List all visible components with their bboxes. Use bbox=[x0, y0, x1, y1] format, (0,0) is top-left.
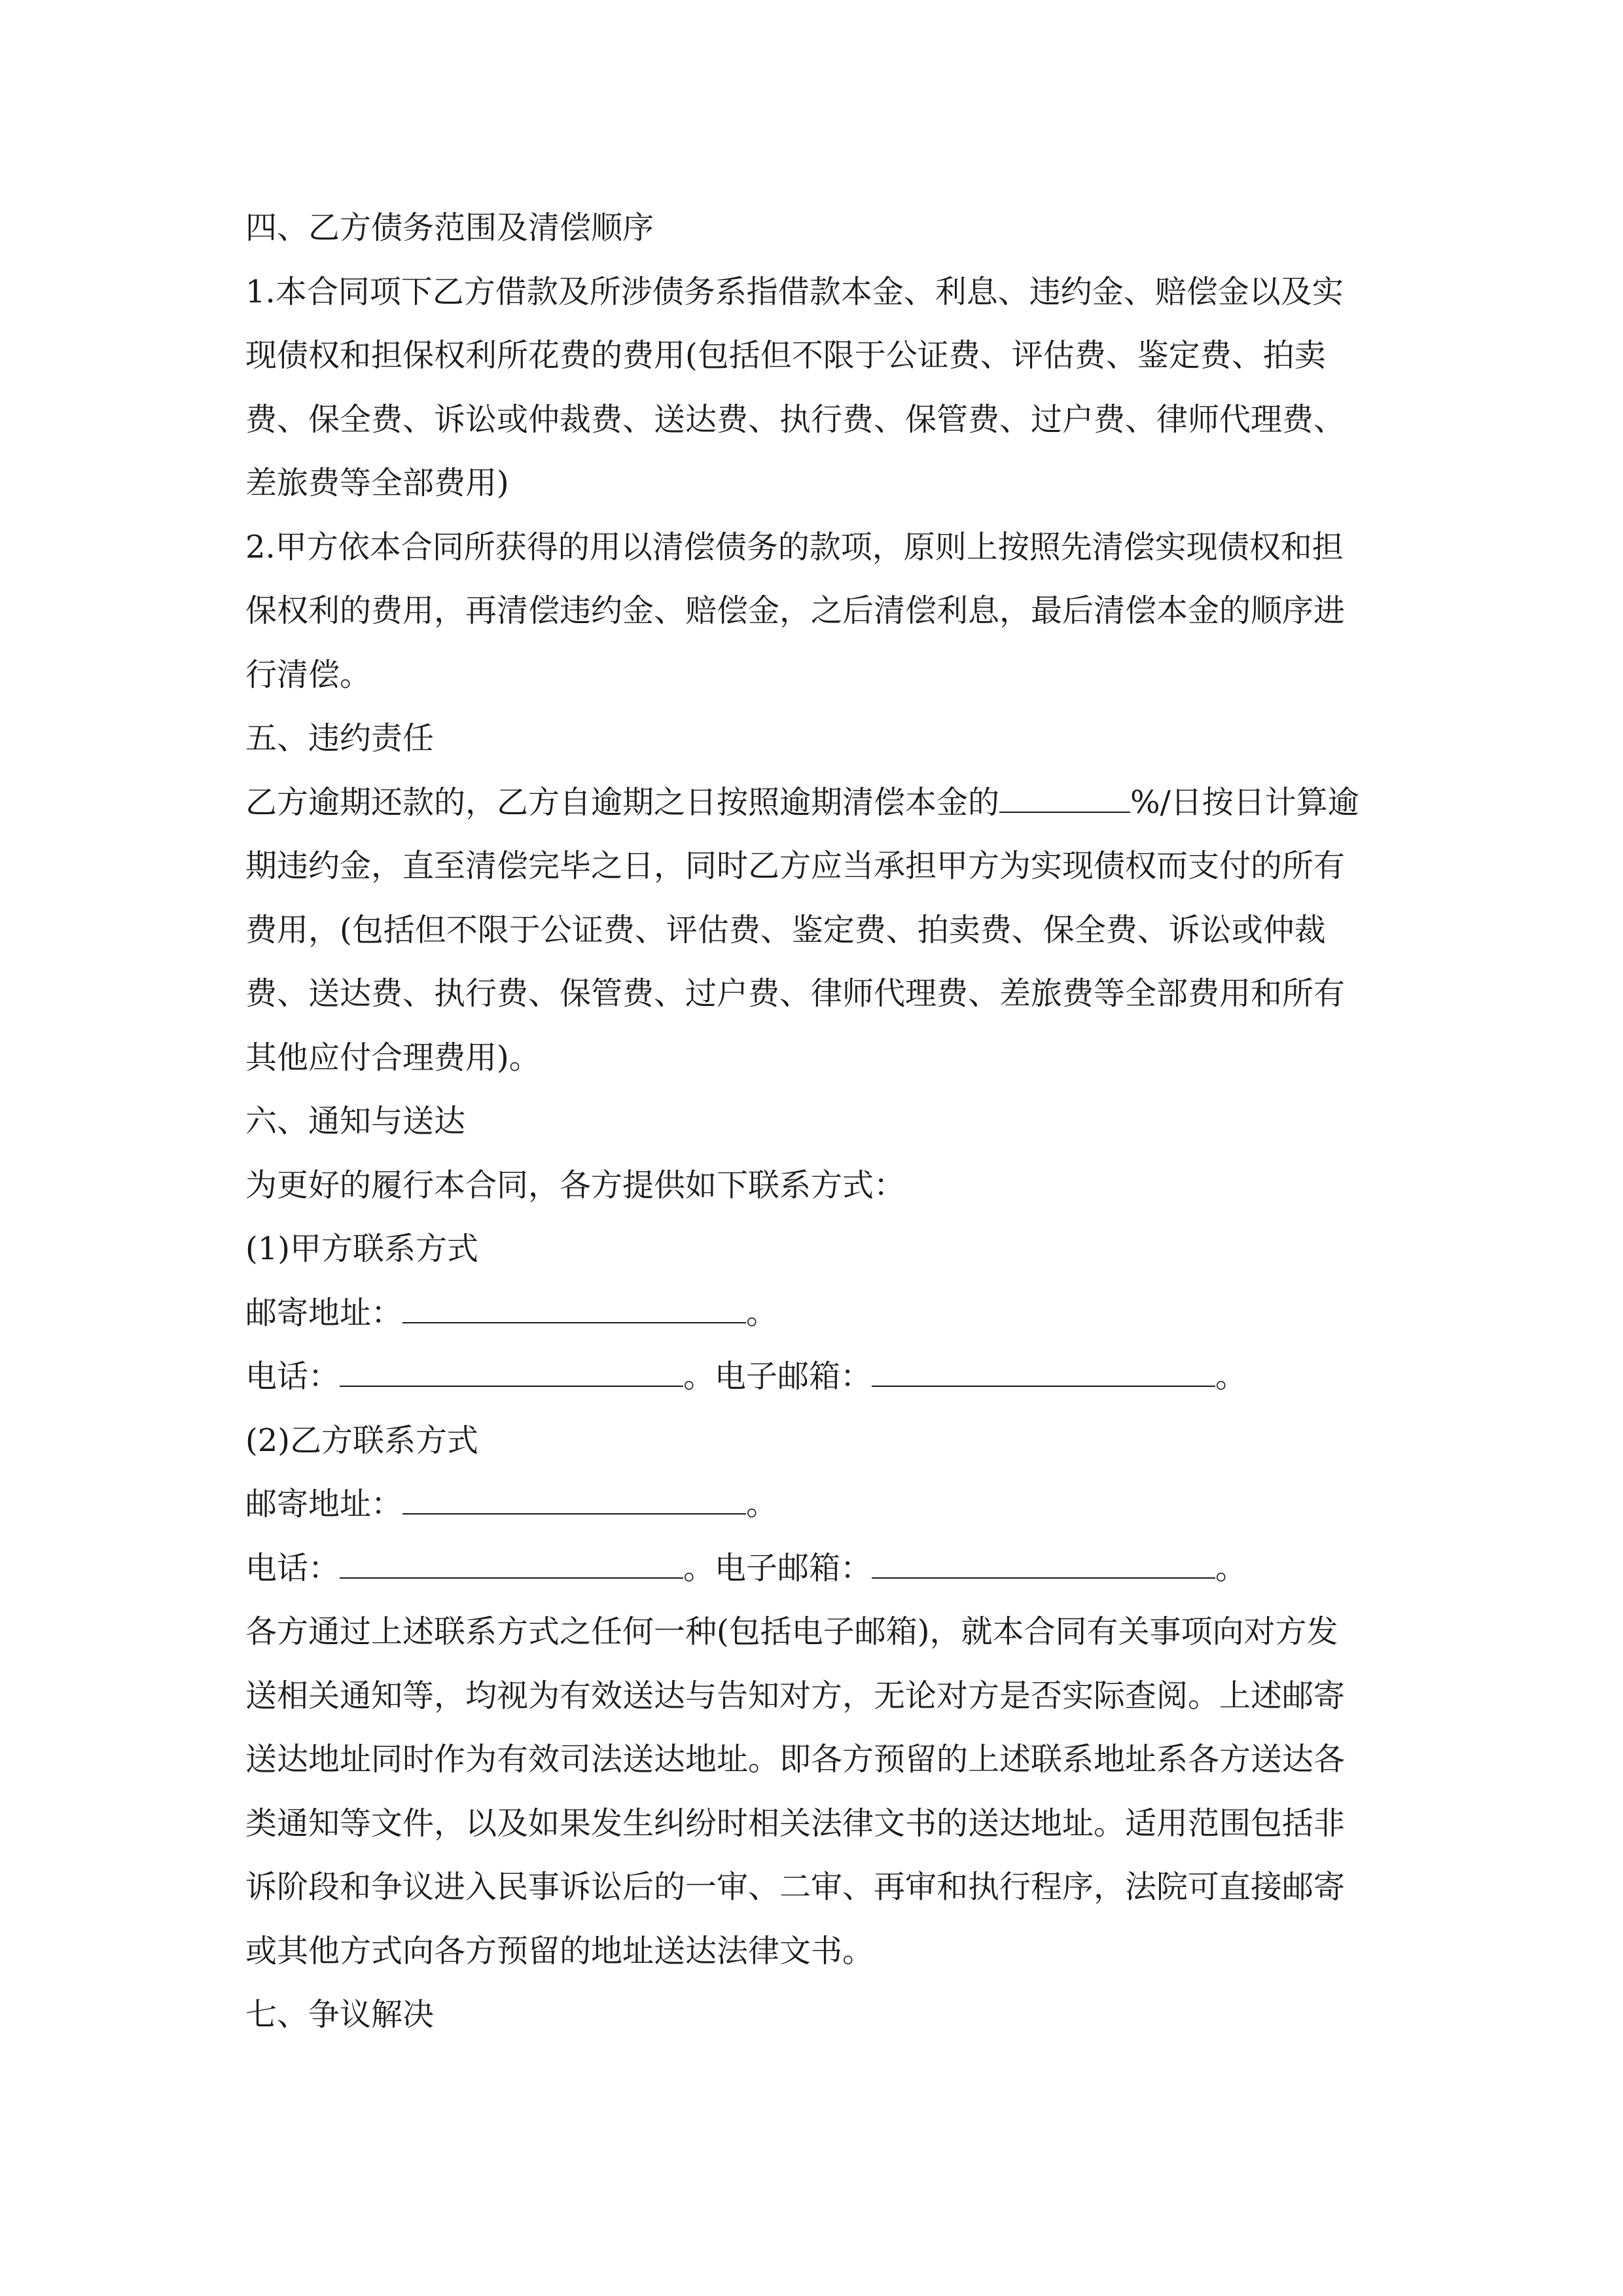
party-b-address-row bbox=[245, 1473, 1384, 1537]
section-5-line-5: 其他应付合理费用)。 bbox=[245, 1039, 541, 1076]
notice-line-4: 类通知等文件，以及如果发生纠纷时相关法律文书的送达地址。适用范围包括非 bbox=[245, 1804, 1346, 1842]
notice-line-3: 送达地址同时作为有效司法送达地址。即各方预留的上述联系地址系各方送达各 bbox=[245, 1741, 1346, 1778]
section-4-p2-line-1: 2.甲方依本合同所获得的用以清偿债务的款项，原则上按照先清偿实现债权和担 bbox=[245, 528, 1344, 565]
section-6-title: 六、通知与送达 bbox=[245, 1103, 466, 1139]
section-5-line-1 bbox=[245, 771, 1384, 835]
section-4-p2-line-2: 保权利的费用，再清偿违约金、赔偿金，之后清偿利息，最后清偿本金的顺序进 bbox=[245, 592, 1346, 629]
penalty-rate-blank[interactable] bbox=[999, 779, 1130, 813]
period: 。 bbox=[1215, 1549, 1247, 1587]
party-b-address-blank[interactable] bbox=[402, 1480, 746, 1515]
section-5-line-2: 期违约金，直至清偿完毕之日，同时乙方应当承担甲方为实现债权而支付的所有 bbox=[245, 848, 1346, 884]
section-4-p1-line-2: 现债权和担保权利所花费的费用(包括但不限于公证费、评估费、鉴定费、拍卖 bbox=[245, 337, 1326, 374]
party-a-address-blank[interactable] bbox=[402, 1289, 746, 1323]
party-a-email-blank[interactable] bbox=[872, 1353, 1215, 1387]
party-b-heading: (2)乙方联系方式 bbox=[245, 1422, 478, 1459]
party-b-email-blank[interactable] bbox=[872, 1545, 1215, 1579]
period: 。 bbox=[746, 1486, 778, 1522]
party-a-contact-row bbox=[245, 1345, 1384, 1409]
party-b-phone-blank[interactable] bbox=[340, 1545, 683, 1579]
notice-line-5: 诉阶段和争议进入民事诉讼后的一审、二审、再审和执行程序，法院可直接邮寄 bbox=[245, 1869, 1346, 1905]
notice-line-6: 或其他方式向各方预留的地址送达法律文书。 bbox=[245, 1932, 874, 1969]
section-5-line-3: 费用，(包括但不限于公证费、评估费、鉴定费、拍卖费、保全费、诉讼或仲裁 bbox=[245, 911, 1326, 948]
party-a-address-row bbox=[245, 1282, 1384, 1346]
section-4-p1-line-1: 1.本合同项下乙方借款及所涉债务系指借款本金、利息、违约金、赔偿金以及实 bbox=[245, 273, 1344, 310]
section-4-title: 四、乙方债务范围及清偿顺序 bbox=[245, 209, 654, 246]
phone-label: 电话： bbox=[245, 1549, 340, 1587]
party-b-contact-row bbox=[245, 1537, 1384, 1601]
email-label: 电子邮箱： bbox=[715, 1358, 872, 1395]
period: 。 bbox=[1215, 1358, 1247, 1395]
section-4-p1-line-3: 费、保全费、诉讼或仲裁费、送达费、执行费、保管费、过户费、律师代理费、 bbox=[245, 401, 1346, 438]
document-page bbox=[245, 196, 1384, 2047]
section-4-p1-line-4: 差旅费等全部费用) bbox=[245, 465, 509, 501]
address-label: 邮寄地址： bbox=[245, 1486, 403, 1522]
section-7-title: 七、争议解决 bbox=[245, 1996, 435, 2033]
section-6-intro: 为更好的履行本合同，各方提供如下联系方式： bbox=[245, 1166, 906, 1204]
section-5-line-4: 费、送达费、执行费、保管费、过户费、律师代理费、差旅费等全部费用和所有 bbox=[245, 975, 1346, 1012]
address-label: 邮寄地址： bbox=[245, 1294, 403, 1331]
section-5-title: 五、违约责任 bbox=[245, 720, 435, 757]
party-a-heading: (1)甲方联系方式 bbox=[245, 1230, 478, 1267]
penalty-text-after: %/日按日计算逾 bbox=[1130, 783, 1359, 821]
notice-line-1: 各方通过上述联系方式之任何一种(包括电子邮箱)，就本合同有关事项向对方发 bbox=[245, 1613, 1338, 1650]
email-label: 电子邮箱： bbox=[715, 1549, 872, 1587]
notice-line-2: 送相关通知等，均视为有效送达与告知对方，无论对方是否实际查阅。上述邮寄 bbox=[245, 1677, 1346, 1714]
period: 。 bbox=[683, 1358, 715, 1395]
period: 。 bbox=[683, 1549, 715, 1587]
phone-label: 电话： bbox=[245, 1358, 340, 1395]
penalty-text-before: 乙方逾期还款的，乙方自逾期之日按照逾期清偿本金的 bbox=[245, 783, 1000, 821]
period: 。 bbox=[746, 1294, 778, 1331]
party-a-phone-blank[interactable] bbox=[340, 1353, 683, 1387]
section-4-p2-line-3: 行清偿。 bbox=[245, 656, 372, 693]
